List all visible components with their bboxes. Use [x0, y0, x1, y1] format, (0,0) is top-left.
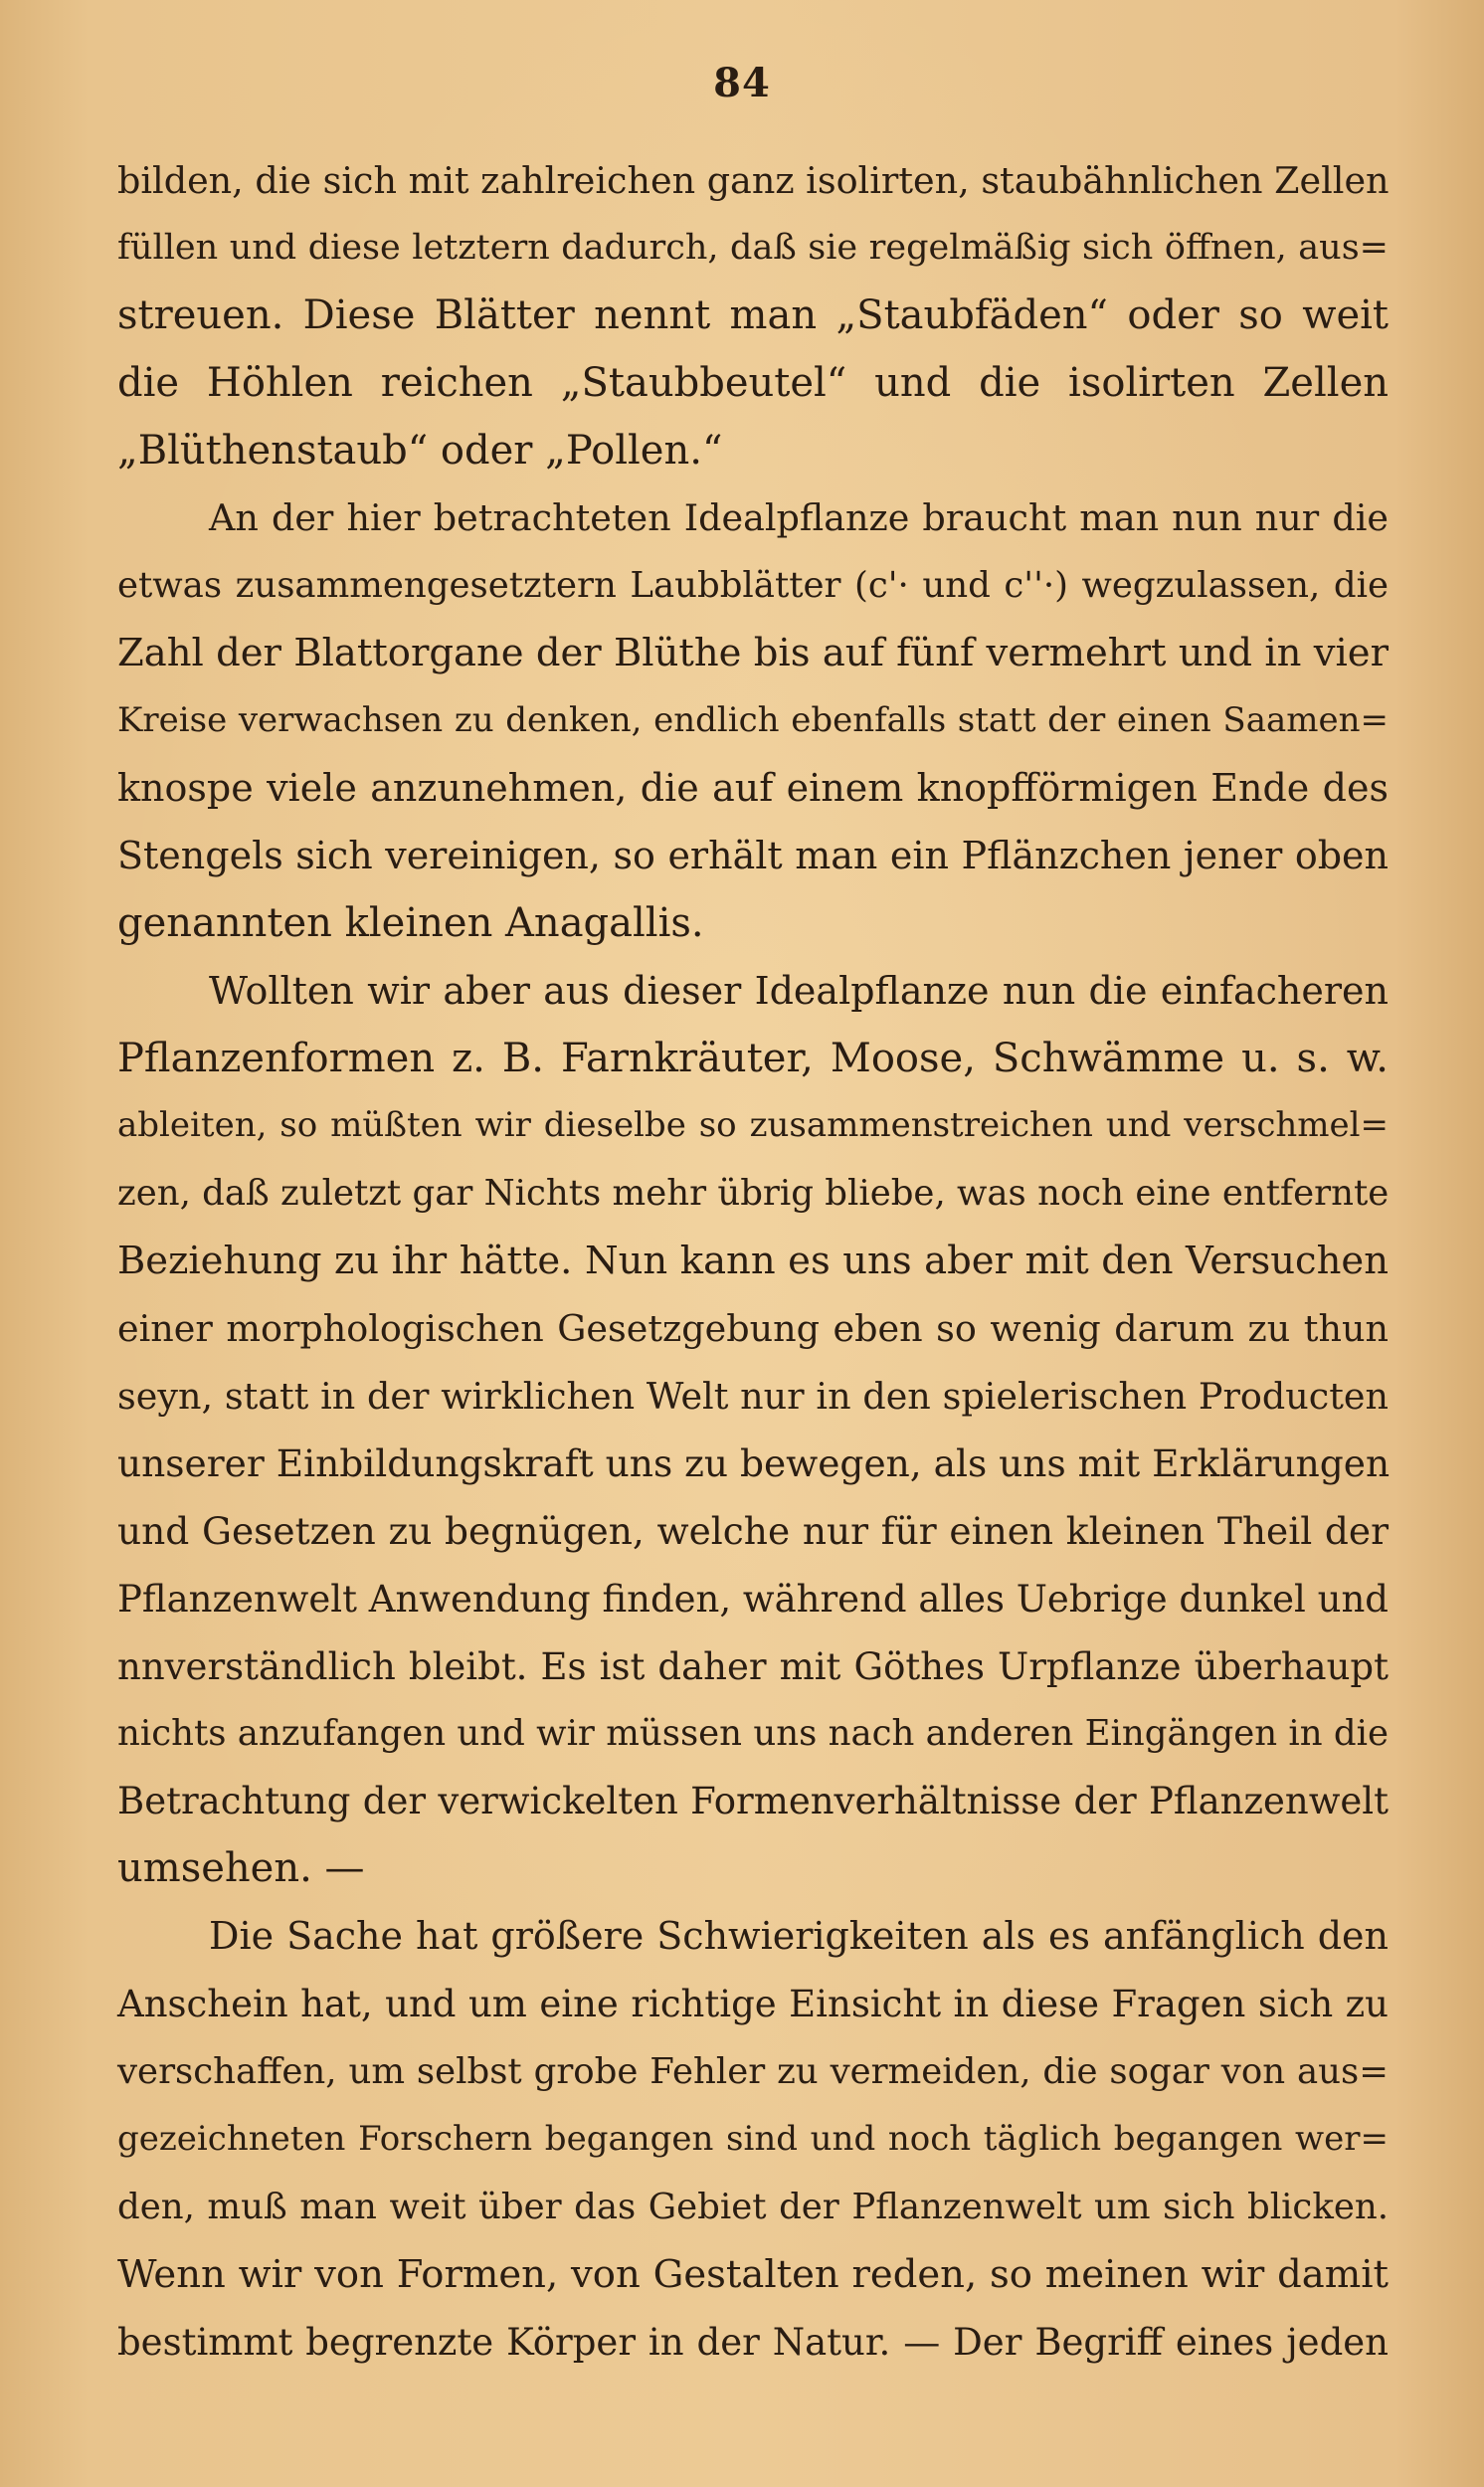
- text-line: Wenn wir von Formen, von Gestalten reden, so meinen wir damit: [117, 2251, 1389, 2297]
- text-line: bilden, die sich mit zahlreichen ganz isolirten, staubähnlichen Zellen: [117, 159, 1390, 202]
- text-line: die Höhlen reichen „Staubbeutel“ und die isolirten Zellen: [117, 359, 1389, 406]
- text-line: Anschein hat, und um eine richtige Einsicht in diese Fragen sich zu: [117, 1983, 1389, 2026]
- text-line: Wollten wir aber aus dieser Idealpflanze nun die einfacheren: [209, 968, 1389, 1013]
- text-line: streuen. Diese Blätter nennt man „Staubfäden“ oder so weit: [117, 291, 1389, 338]
- text-line: genannten kleinen Anagallis.: [117, 899, 704, 946]
- text-line: Stengels sich vereinigen, so erhält man ein Pflänzchen jener oben: [117, 833, 1389, 877]
- text-line: Die Sache hat größere Schwierigkeiten als es anfänglich den: [209, 1914, 1389, 1959]
- text-line: seyn, statt in der wirklichen Welt nur in den spielerischen Producten: [117, 1375, 1389, 1419]
- text-line: Zahl der Blattorgane der Blüthe bis auf fünf vermehrt und in vier: [117, 631, 1389, 676]
- page-number: 84: [713, 60, 771, 106]
- text-line: Kreise verwachsen zu denken, endlich ebenfalls statt der einen Saamen=: [117, 700, 1389, 741]
- text-line: gezeichneten Forschern begangen sind und noch täglich begangen wer=: [117, 2118, 1389, 2159]
- text-line: unserer Einbildungskraft uns zu bewegen, als uns mit Erklärungen: [117, 1440, 1391, 1485]
- text-line: bestimmt begrenzte Körper in der Natur. — Der Begriff eines jeden: [117, 2320, 1389, 2364]
- text-line: Pflanzenwelt Anwendung finden, während alles Uebrige dunkel und: [117, 1577, 1389, 1621]
- text-line: und Gesetzen zu begnügen, welche nur für einen kleinen Theil der: [117, 1508, 1389, 1553]
- text-line: „Blüthenstaub“ oder „Pollen.“: [117, 427, 723, 474]
- body-text: [117, 147, 1389, 2376]
- text-line: einer morphologischen Gesetzgebung eben so wenig darum zu thun: [117, 1307, 1389, 1351]
- text-line: Pflanzenformen z. B. Farnkräuter, Moose, Schwämme u. s. w.: [117, 1035, 1389, 1081]
- text-line: füllen und diese letztern dadurch, daß sie regelmäßig sich öffnen, aus=: [117, 227, 1389, 268]
- text-line: nichts anzufangen und wir müssen uns nach anderen Eingängen in die: [117, 1713, 1389, 1755]
- text-line: umsehen. —: [117, 1845, 365, 1892]
- text-line: ableiten, so müßten wir dieselbe so zusammenstreichen und verschmel=: [117, 1105, 1389, 1146]
- text-line: knospe viele anzunehmen, die auf einem knopfförmigen Ende des: [117, 766, 1389, 811]
- text-line: Beziehung zu ihr hätte. Nun kann es uns aber mit den Versuchen: [117, 1239, 1389, 1284]
- text-line: den, muß man weit über das Gebiet der Pflanzenwelt um sich blicken.: [117, 2186, 1389, 2227]
- text-line: verschaffen, um selbst grobe Fehler zu vermeiden, die sogar von aus=: [117, 2050, 1389, 2092]
- text-line: Betrachtung der verwickelten Formenverhältnisse der Pflanzenwelt: [117, 1780, 1389, 1823]
- text-line: zen, daß zuletzt gar Nichts mehr übrig bliebe, was noch eine entfernte: [117, 1173, 1390, 1215]
- text-line: nnverständlich bleibt. Es ist daher mit Göthes Urpflanze überhaupt: [117, 1644, 1389, 1688]
- text-line: An der hier betrachteten Idealpflanze braucht man nun nur die: [209, 496, 1389, 540]
- text-line: etwas zusammengesetztern Laubblätter (c'· und c''·) wegzulassen, die: [117, 565, 1389, 607]
